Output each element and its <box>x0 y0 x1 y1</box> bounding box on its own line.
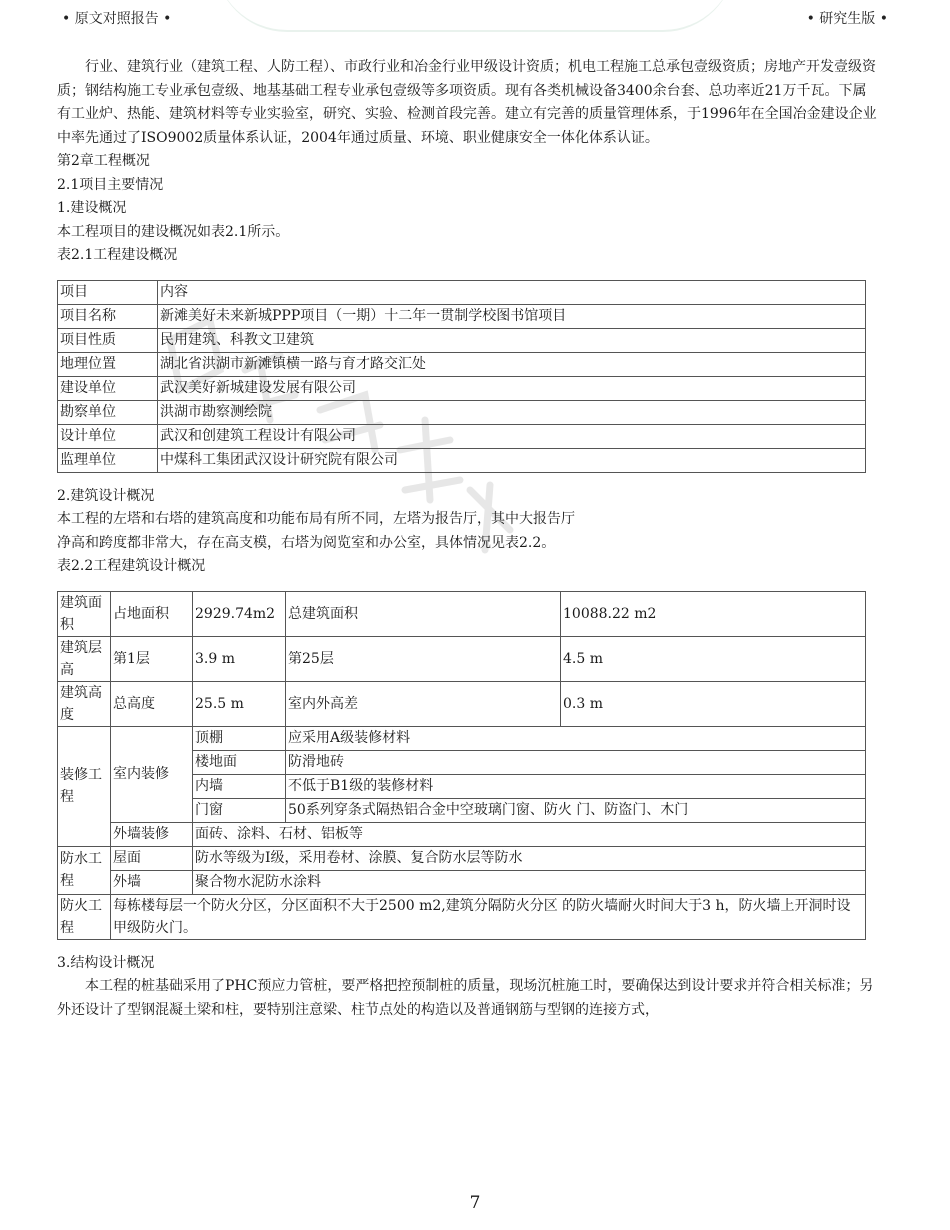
table-cell: 顶棚 <box>193 726 286 750</box>
table-row <box>58 681 866 726</box>
document-body <box>57 56 880 1022</box>
table-cell: 楼地面 <box>193 750 286 774</box>
table-cell: 外墙 <box>111 870 193 894</box>
table-cell: 外墙装修 <box>111 822 193 846</box>
table-cell: 项目 <box>58 280 158 304</box>
table-cell: 占地面积 <box>111 591 193 636</box>
table-cell: 0.3 m <box>561 681 866 726</box>
table-cell: 项目性质 <box>58 328 158 352</box>
table-cell: 总建筑面积 <box>286 591 561 636</box>
table-row <box>58 870 866 894</box>
table-cell: 建筑高度 <box>58 681 111 726</box>
table-cell: 监理单位 <box>58 448 158 472</box>
table-cell: 25.5 m <box>193 681 286 726</box>
table-cell: 建筑面积 <box>58 591 111 636</box>
table-cell: 总高度 <box>111 681 193 726</box>
table-cell: 4.5 m <box>561 636 866 681</box>
subsection-2-title: 2.建筑设计概况 <box>57 487 155 504</box>
table-cell: 建设单位 <box>58 376 158 400</box>
table-cell: 面砖、涂料、石材、铝板等 <box>193 822 866 846</box>
table-2-architectural-design <box>57 591 866 940</box>
table-cell: 设计单位 <box>58 424 158 448</box>
table-cell: 湖北省洪湖市新滩镇横一路与育才路交汇处 <box>158 352 866 376</box>
table-cell: 不低于B1级的装修材料 <box>286 774 866 798</box>
table-row <box>58 352 866 376</box>
subsection-3-title: 3.结构设计概况 <box>57 954 155 971</box>
table-cell: 防水工程 <box>58 846 111 894</box>
table-row <box>58 328 866 352</box>
table-cell: 内墙 <box>193 774 286 798</box>
table-row <box>58 636 866 681</box>
table-cell: 勘察单位 <box>58 400 158 424</box>
table-cell: 防滑地砖 <box>286 750 866 774</box>
table-cell: 门窗 <box>193 798 286 822</box>
table-cell: 洪湖市勘察测绘院 <box>158 400 866 424</box>
table-row <box>58 846 866 870</box>
table-1-caption: 表2.1工程建设概况 <box>57 247 178 263</box>
table-row <box>58 280 866 304</box>
table-row <box>58 400 866 424</box>
table-cell: 新滩美好未来新城PPP项目（一期）十二年一贯制学校图书馆项目 <box>158 304 866 328</box>
subsection-2-text-line-1: 本工程的左塔和右塔的建筑高度和功能布局有所不同，左塔为报告厅，其中大报告厅 <box>57 511 575 527</box>
subsection-1-text: 本工程项目的建设概况如表2.1所示。 <box>57 223 290 240</box>
table-cell: 室内装修 <box>111 726 193 822</box>
table-cell: 内容 <box>158 280 866 304</box>
table-cell: 屋面 <box>111 846 193 870</box>
table-cell: 第1层 <box>111 636 193 681</box>
intro-paragraph: 行业、建筑行业（建筑工程、人防工程）、市政行业和冶金行业甲级设计资质；机电工程施工总承包壹级资质；房地产开发壹级资质；钢结构施工专业承包壹级、地基基础工程专业承包壹级等多项资质。现有各类机械设备3400余台套、总功率近21万千瓦。下属有工业炉、热能、建筑材料等专业实验室，研究、实验、检测首段完善。建立有完善的质量管理体系，于1996年在全国冶金建设企业中率先通过了ISO9002质量体系认证，2004年通过质量、环境、职业健康安全一体化体系认证。 <box>57 59 877 146</box>
table-cell: 建筑层高 <box>58 636 111 681</box>
table-cell: 防水等级为I级，采用卷材、涂膜、复合防水层等防水 <box>193 846 866 870</box>
subsection-3-text: 本工程的桩基础采用了PHC预应力管桩，要严格把控预制桩的质量，现场沉桩施工时，要确保达到设计要求并符合相关标准；另外还设计了型钢混凝土梁和柱，要特别注意梁、柱节点处的构造以及普通钢筋与型钢的连接方式， <box>57 978 874 1018</box>
table-cell: 应采用A级装修材料 <box>286 726 866 750</box>
table-row <box>58 304 866 328</box>
table-row <box>58 448 866 472</box>
table-cell: 10088.22 m2 <box>561 591 866 636</box>
table-row <box>58 726 866 750</box>
table-row <box>58 376 866 400</box>
table-cell: 2929.74m2 <box>193 591 286 636</box>
table-cell: 民用建筑、科教文卫建筑 <box>158 328 866 352</box>
table-cell: 50系列穿条式隔热铝合金中空玻璃门窗、防火 门、防盗门、木门 <box>286 798 866 822</box>
table-cell: 武汉美好新城建设发展有限公司 <box>158 376 866 400</box>
chapter-title: 第2章工程概况 <box>57 153 150 169</box>
page-header <box>62 8 888 30</box>
subsection-2-text-line-2: 净高和跨度都非常大，存在高支模，右塔为阅览室和办公室，具体情况见表2.2。 <box>57 534 556 551</box>
table-cell: 3.9 m <box>193 636 286 681</box>
header-right: • 研究生版 • <box>806 11 888 27</box>
table-cell: 聚合物水泥防水涂料 <box>193 870 866 894</box>
table-cell: 第25层 <box>286 636 561 681</box>
table-cell: 中煤科工集团武汉设计研究院有限公司 <box>158 448 866 472</box>
table-cell: 室内外高差 <box>286 681 561 726</box>
table-cell: 每栋楼每层一个防火分区，分区面积不大于2500 m2,建筑分隔防火分区 的防火墙耐火时间大于3 h，防火墙上开洞时设甲级防火门。 <box>111 894 866 939</box>
table-row <box>58 822 866 846</box>
table-cell: 地理位置 <box>58 352 158 376</box>
table-cell: 装修工程 <box>58 726 111 846</box>
page-number: 7 <box>469 1193 481 1213</box>
table-2-caption: 表2.2工程建筑设计概况 <box>57 558 206 574</box>
table-cell: 项目名称 <box>58 304 158 328</box>
section-title: 2.1项目主要情况 <box>57 176 164 193</box>
table-cell: 武汉和创建筑工程设计有限公司 <box>158 424 866 448</box>
table-row <box>58 894 866 939</box>
table-1-project-overview <box>57 280 866 473</box>
table-cell: 防火工程 <box>58 894 111 939</box>
table-row <box>58 591 866 636</box>
subsection-1-title: 1.建设概况 <box>57 200 127 216</box>
table-row <box>58 424 866 448</box>
header-left: • 原文对照报告 • <box>62 11 172 27</box>
